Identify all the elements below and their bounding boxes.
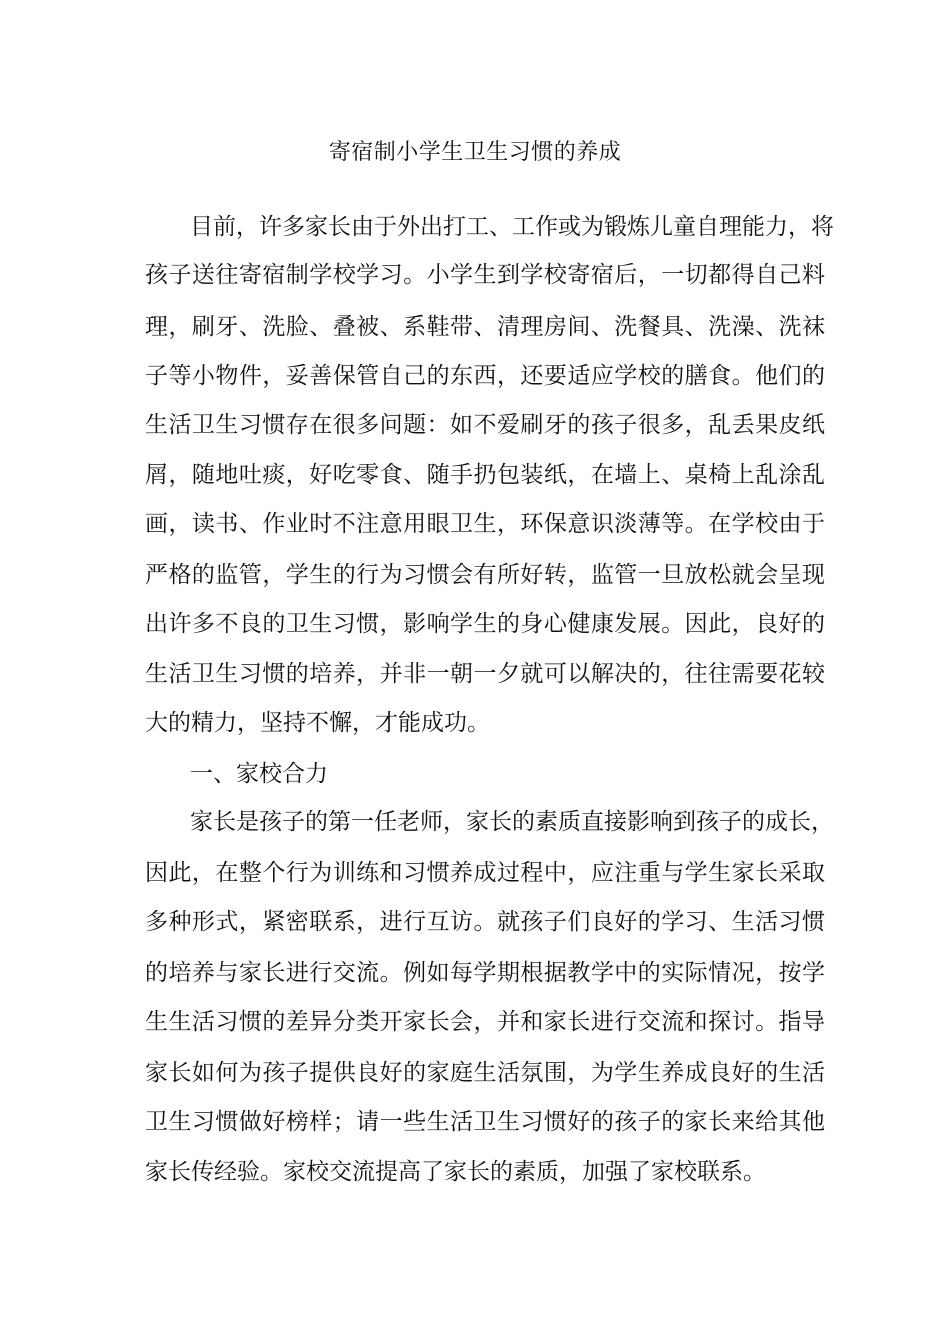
paragraph2-line-7: 卫生习惯做好榜样；请一些生活卫生习惯好的孩子的家长来给其他 xyxy=(145,1109,825,1135)
document-title: 寄宿制小学生卫生习惯的养成 xyxy=(328,140,622,165)
paragraph1-line-10: 生活卫生习惯的培养，并非一朝一夕就可以解决的，往往需要花较 xyxy=(145,661,825,687)
paragraph1-line-3: 理，刷牙、洗脸、叠被、系鞋带、清理房间、洗餐具、洗澡、洗袜 xyxy=(145,314,825,340)
paragraph2-line-1: 家长是孩子的第一任老师，家长的素质直接影响到孩子的成长， xyxy=(190,809,834,835)
paragraph2-line-5: 生生活习惯的差异分类开家长会，并和家长进行交流和探讨。指导 xyxy=(145,1009,825,1035)
paragraph1-line-4: 子等小物件，妥善保管自己的东西，还要适应学校的膳食。他们的 xyxy=(145,363,825,389)
paragraph1-line-9: 出许多不良的卫生习惯，影响学生的身心健康发展。因此，良好的 xyxy=(145,611,825,637)
paragraph2-line-8: 家长传经验。家校交流提高了家长的素质，加强了家校联系。 xyxy=(145,1159,766,1185)
paragraph2-line-2: 因此，在整个行为训练和习惯养成过程中，应注重与学生家长采取 xyxy=(145,860,825,886)
paragraph1-line-5: 生活卫生习惯存在很多问题：如不爱刷牙的孩子很多，乱丢果皮纸 xyxy=(145,412,825,438)
paragraph1-line-11: 大的精力，坚持不懈，才能成功。 xyxy=(145,710,490,736)
section1-heading: 一、家校合力 xyxy=(190,761,328,787)
paragraph2-line-6: 家长如何为孩子提供良好的家庭生活氛围，为学生养成良好的生活 xyxy=(145,1060,825,1086)
paragraph1-line-7: 画，读书、作业时不注意用眼卫生，环保意识淡薄等。在学校由于 xyxy=(145,511,825,537)
paragraph2-line-4: 的培养与家长进行交流。例如每学期根据教学中的实际情况，按学 xyxy=(145,960,825,986)
paragraph2-line-3: 多种形式，紧密联系，进行互访。就孩子们良好的学习、生活习惯 xyxy=(145,909,825,935)
paragraph1-line-8: 严格的监管，学生的行为习惯会有所好转，监管一旦放松就会呈现 xyxy=(145,562,825,588)
paragraph1-line-2: 孩子送往寄宿制学校学习。小学生到学校寄宿后，一切都得自己料 xyxy=(145,262,825,288)
paragraph1-line-6: 屑，随地吐痰，好吃零食、随手扔包装纸，在墙上、桌椅上乱涂乱 xyxy=(145,462,825,488)
paragraph1-line-1: 目前，许多家长由于外出打工、工作或为锻炼儿童自理能力，将 xyxy=(190,214,834,240)
